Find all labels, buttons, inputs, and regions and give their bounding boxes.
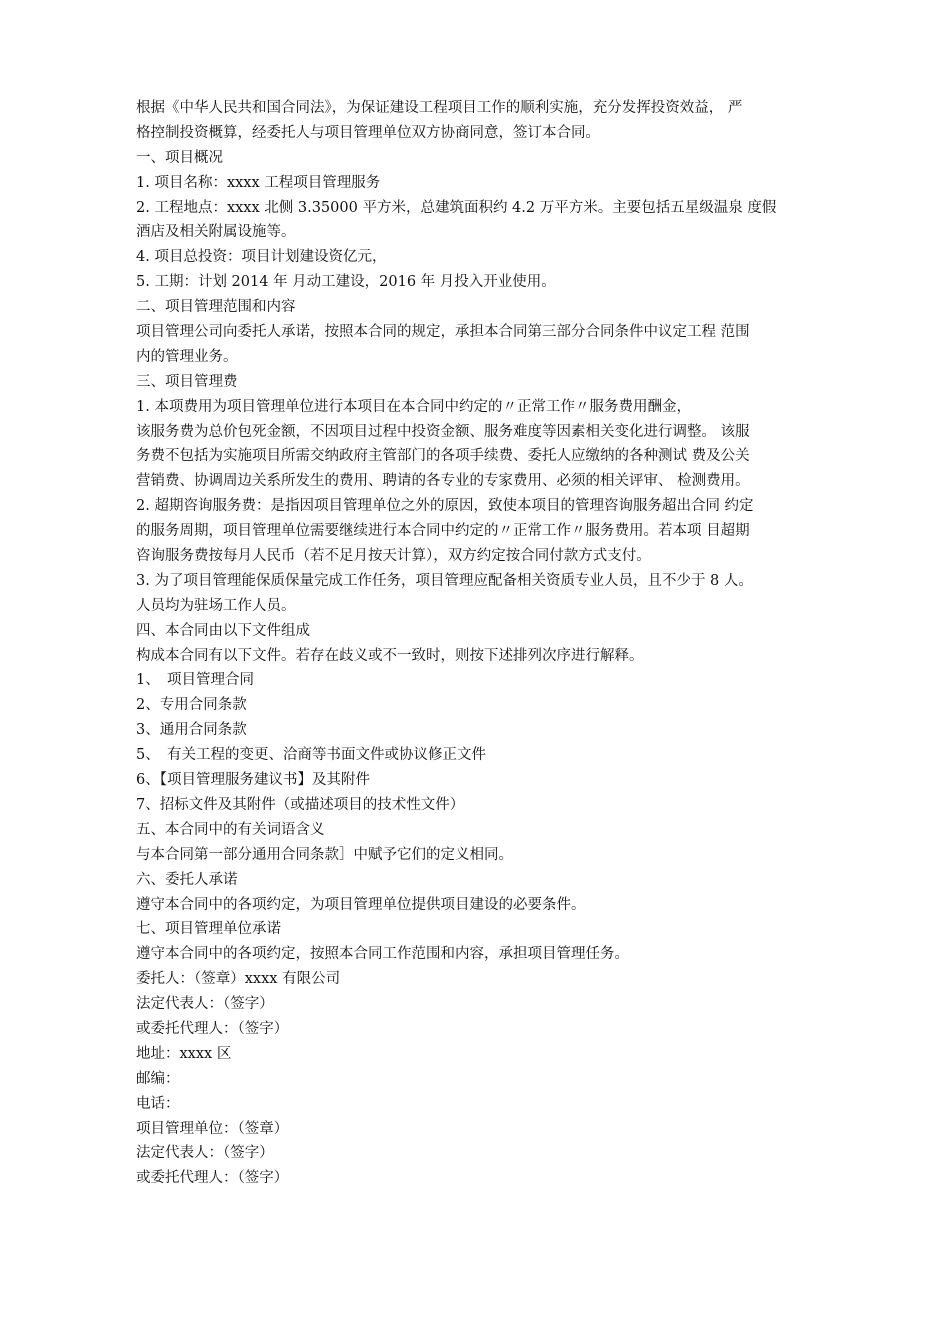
staffing-line-2: 人员均为驻场工作人员。 [136,597,296,614]
manager-legal-rep-line: 法定代表人：（签字） [136,1145,274,1162]
section-heading-client-commitment: 六、委托人承诺 [136,871,238,888]
client-address-line: 地址：xxxx 区 [136,1045,232,1062]
section-heading-manager-commitment: 七、项目管理单位承诺 [136,921,281,938]
overdue-fee-line-1: 2. 超期咨询服务费：是指因项目管理单位之外的原因，致使本项目的管理咨询服务超出合同 约定 [136,498,754,515]
manager-agent-line: 或委托代理人：（签字） [136,1170,289,1187]
scope-line-2: 内的管理业务。 [136,348,238,365]
manager-signature-line: 项目管理单位：（签章） [136,1120,289,1137]
client-agent-line: 或委托代理人：（签字） [136,1020,289,1037]
staffing-line-1: 3. 为了项目管理能保质保量完成工作任务，项目管理应配备相关资质专业人员，且不少于 8 人。 [136,572,753,589]
project-location-line-1: 2. 工程地点：xxxx 北侧 3.35000 平方米，总建筑面积约 4.2 万平方米。主要包括五星级温泉 度假 [136,199,777,216]
project-name-line: 1. 项目名称：xxxx 工程项目管理服务 [136,174,381,191]
documents-intro-line: 构成本合同有以下文件。若存在歧义或不一致时，则按下述排列次序进行解释。 [136,647,644,664]
definitions-line: 与本合同第一部分通用合同条款］中赋予它们的定义相同。 [136,846,513,863]
document-item-3: 3、通用合同条款 [136,722,247,739]
client-commitment-line: 遵守本合同中的各项约定，为项目管理单位提供项目建设的必要条件。 [136,896,586,913]
total-investment-line: 4. 项目总投资：项目计划建设资亿元， [136,249,387,266]
client-phone-line: 电话： [136,1095,180,1112]
client-signature-line: 委托人：（签章）xxxx 有限公司 [136,971,341,988]
fee-line-1: 1. 本项费用为项目管理单位进行本项目在本合同中约定的〃正常工作〃服务费用酬金， [136,398,691,415]
project-location-line-2: 酒店及相关附属设施等。 [136,224,296,241]
overdue-fee-line-3: 咨询服务费按每月人民币（若不足月按天计算），双方约定按合同付款方式支付。 [136,548,651,565]
section-heading-documents: 四、本合同由以下文件组成 [136,622,310,639]
client-legal-rep-line: 法定代表人：（签字） [136,996,274,1013]
intro-line-1: 根据《中华人民共和国合同法》，为保证建设工程项目工作的顺利实施，充分发挥投资效益， 严 [136,100,743,116]
document-item-1: 1、 项目管理合同 [136,672,254,689]
document-item-5: 5、 有关工程的变更、洽商等书面文件或协议修正文件 [136,747,486,764]
client-postcode-line: 邮编： [136,1070,180,1087]
schedule-line: 5. 工期：计划 2014 年 月动工建设，2016 年 月投入开业使用。 [136,274,556,291]
section-heading-fee: 三、项目管理费 [136,373,238,390]
document-item-7: 7、招标文件及其附件（或描述项目的技术性文件） [136,796,465,813]
fee-line-2: 该服务费为总价包死金额，不因项目过程中投资金额、服务难度等因素相关变化进行调整。 该服 [136,423,750,440]
section-heading-definitions: 五、本合同中的有关词语含义 [136,821,325,838]
document-item-6: 6、【项目管理服务建议书】及其附件 [136,772,370,789]
fee-line-3: 务费不包括为实施项目所需交纳政府主管部门的各项手续费、委托人应缴纳的各种测试 费及公关 [136,448,750,465]
intro-line-2: 格控制投资概算，经委托人与项目管理单位双方协商同意，签订本合同。 [136,124,600,141]
document-item-2: 2、专用合同条款 [136,697,247,714]
section-heading-project-overview: 一、项目概况 [136,149,223,166]
fee-line-4: 营销费、协调周边关系所发生的费用、聘请的各专业的专家费用、必须的相关评审、 检测费用。 [136,473,750,490]
section-heading-scope: 二、项目管理范围和内容 [136,299,296,316]
contract-body [136,96,826,1191]
manager-commitment-line: 遵守本合同中的各项约定，按照本合同工作范围和内容，承担项目管理任务。 [136,946,629,963]
scope-line-1: 项目管理公司向委托人承诺，按照本合同的规定，承担本合同第三部分合同条件中议定工程 范围 [136,324,750,341]
overdue-fee-line-2: 的服务周期，项目管理单位需要继续进行本合同中约定的〃正常工作〃服务费用。若本项 目超期 [136,523,750,540]
